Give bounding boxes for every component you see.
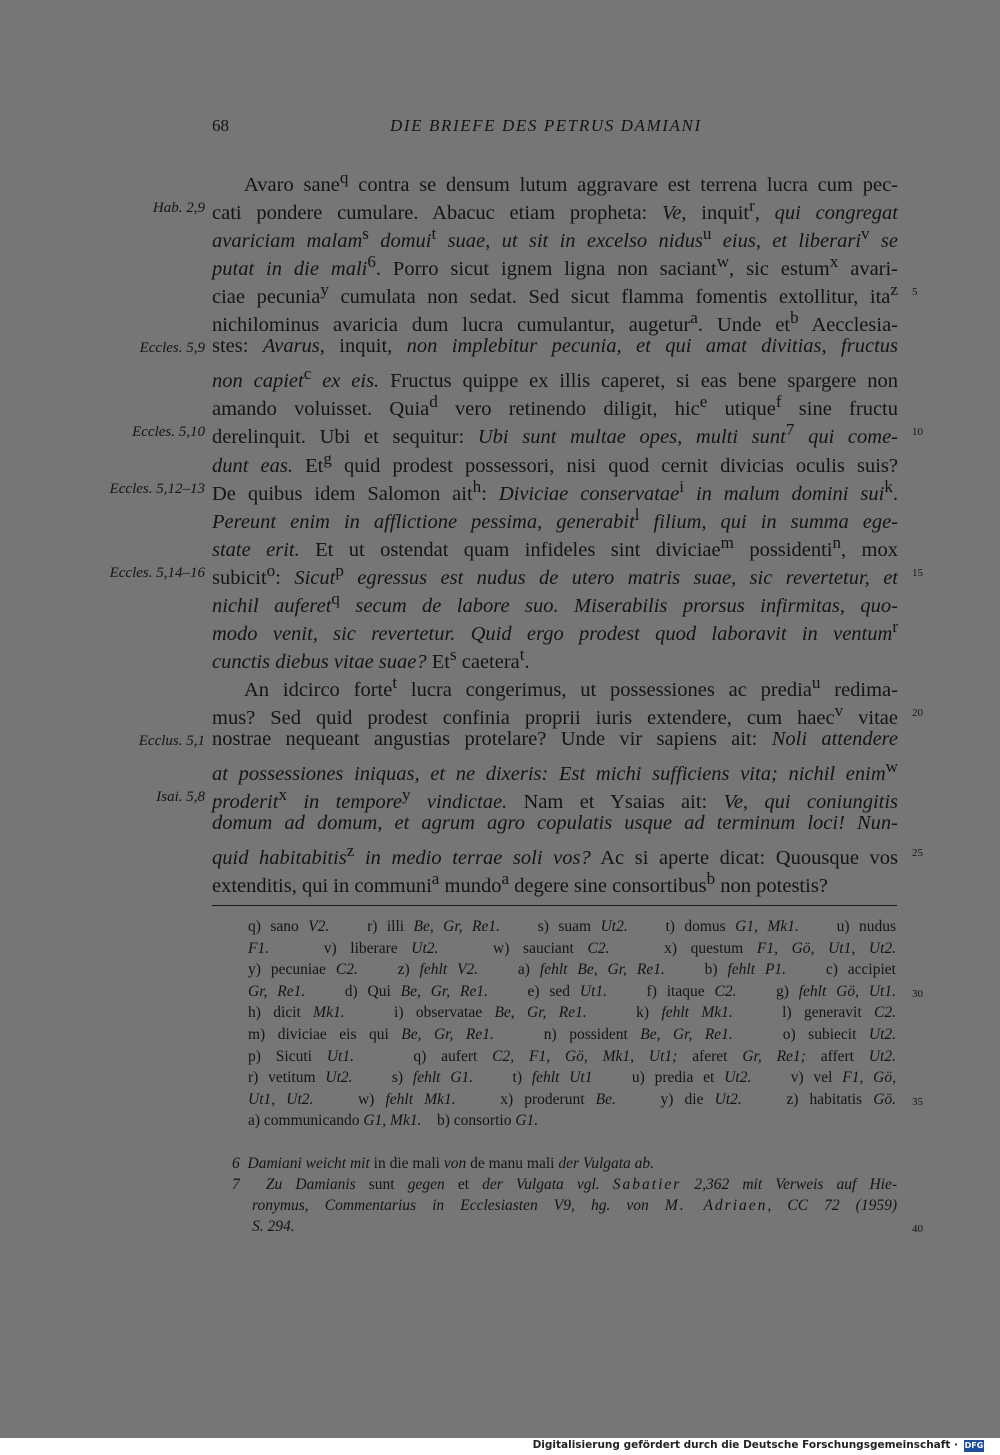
text-line: extenditis, qui in communi$^a$ mundo$^a$ degere sine consortibus$^b$ non potestis? xyxy=(212,869,828,898)
text-line: avariciam malam$^s$ domui$^t$ suae, ut sit in excelso nidus$^u$ eius, et liberari$^v$ se xyxy=(212,224,898,252)
page-number: 68 xyxy=(212,116,229,135)
text-line: De quibus idem Salomon ait$^h$: Diviciae conservatae$^i$ in malum domini sui$^k$. xyxy=(212,476,899,505)
apparatus-line: a) communicando G1, Mk1. b) consortio G1. xyxy=(248,1112,539,1130)
footnote-line: 6 Damiani weicht mit in die mali von de manu mali der Vulgata ab. xyxy=(232,1155,655,1172)
line-number: 40 xyxy=(912,1222,923,1235)
apparatus-line: m) diviciae eis qui Be, Gr, Re1. n) possident Be, Gr, Re1. o) subiecit Ut2. xyxy=(248,1026,897,1043)
apparatus-line: h) dicit Mk1. i) observatae Be, Gr, Re1. k) fehlt Mk1. l) generavit C2. xyxy=(248,1004,896,1022)
text-line: quid habitabitis$^z$ in medio terrae soli vos? Ac si aperte dicat: Quousque vos xyxy=(212,841,899,870)
apparatus-line: F1. v) liberare Ut2. w) sauciant C2. x) questum F1, Gö, Ut1, Ut2. xyxy=(248,939,896,957)
apparatus-line: Gr, Re1. d) Qui Be, Gr, Re1. e) sed Ut1. f) itaque C2. g) fehlt Gö, Ut1. xyxy=(248,982,896,1000)
text-line: putat in die mali$^6$. Porro sicut ignem ligna non saciant$^w$, sic estum$^x$ avari- xyxy=(212,252,899,280)
margin-reference: Hab. 2,9 xyxy=(152,200,205,217)
text-line: dunt eas. Et$^g$ quid prodest possessori, nisi quod cernit divicias oculis suis? xyxy=(212,448,898,477)
text-line: Pereunt enim in afflictione pessima, generabit$^l$ filium, qui in summa ege- xyxy=(212,504,899,533)
running-title: DIE BRIEFE DES PETRUS DAMIANI xyxy=(390,116,702,135)
margin-reference: Ecclus. 5,1 xyxy=(138,733,205,749)
line-number: 35 xyxy=(912,1095,923,1108)
text-line: derelinquit. Ubi et sequitur: Ubi sunt multae opes, multi sunt$^7$ qui come- xyxy=(212,420,898,449)
line-number: 10 xyxy=(912,426,923,439)
text-line: subicit$^o$: Sicut$^p$ egressus est nudus de utero matris suae, sic revertetur, et xyxy=(212,560,898,589)
line-number: 5 xyxy=(912,286,918,299)
text-line: modo venit, sic revertetur. Quid ergo prodest quod laboravit in ventum$^r$ xyxy=(212,616,898,645)
margin-reference: Eccles. 5,9 xyxy=(139,340,205,357)
margin-reference: Eccles. 5,12–13 xyxy=(109,480,205,497)
line-number: 30 xyxy=(912,987,923,1000)
footnote-separator xyxy=(212,905,897,906)
line-number: 15 xyxy=(912,566,923,579)
text-line: stes: Avarus, inquit, non implebitur pecunia, et qui amat divitias, fructus xyxy=(212,335,898,358)
text-line: proderit$^x$ in tempore$^y$ vindictae. Nam et Ysaias ait: Ve, qui coniungitis xyxy=(212,785,899,813)
footnote-line: ronymus, Commentarius in Ecclesiasten V9, hg. von M. Adriaen, CC 72 (1959) xyxy=(252,1197,898,1214)
text-line: mus? Sed quid prodest confinia proprii iuris extendere, cum haec$^v$ vitae xyxy=(212,700,899,729)
text-line: nostrae nequeant angustias protelare? Unde vir sapiens ait: Noli attendere xyxy=(212,728,898,750)
text-line: cati pondere cumulare. Abacuc etiam propheta: Ve, inquit$^r$, qui congregat xyxy=(212,196,898,224)
apparatus-line: y) pecuniae C2. z) fehlt V2. a) fehlt Be, Gr, Re1. b) fehlt P1. c) accipiet xyxy=(248,961,896,979)
line-number: 20 xyxy=(912,706,923,719)
margin-reference: Eccles. 5,10 xyxy=(132,424,205,441)
apparatus-line: Ut1, Ut2. w) fehlt Mk1. x) proderunt Be. y) die Ut2. z) habitatis Gö. xyxy=(248,1090,897,1108)
footnote-line: S. 294. xyxy=(252,1218,295,1235)
text-line: state erit. Et ut ostendat quam infideles sint diviciae$^m$ possidenti$^n$, mox xyxy=(212,532,898,561)
text-line: cunctis diebus vitae suae? Et$^s$ caetera$^t$. xyxy=(212,644,530,673)
apparatus-line: p) Sicuti Ut1. q) aufert C2, F1, Gö, Mk1, Ut1; aferet Gr, Re1; affert Ut2. xyxy=(248,1047,896,1065)
apparatus-line: r) vetitum Ut2. s) fehlt G1. t) fehlt Ut1 u) predia et Ut2. v) vel F1, Gö, xyxy=(248,1069,897,1087)
text-line: nichilominus avaricia dum lucra cumulantur, augetur$^a$. Unde $et^b$ Aecclesia- xyxy=(212,308,898,337)
text-line: Avaro sane$^q$ contra se densum lutum aggravare est terrena lucra cum pec- xyxy=(244,168,898,196)
text-line: at possessiones iniquas, et ne dixeris: Est michi sufficiens vita; nichil enim$^w$ xyxy=(212,757,898,785)
margin-reference: Eccles. 5,14–16 xyxy=(109,564,205,581)
margin-reference: Isai. 5,8 xyxy=(156,789,205,806)
line-number: 25 xyxy=(912,847,923,860)
footnote-line: 7 Zu Damianis sunt gegen et der Vulgata vgl. Sabatier 2,362 mit Verweis auf Hie- xyxy=(232,1176,897,1193)
text-line: nichil auferet$^q$ secum de labore suo. Miserabilis prorsus infirmitas, quo- xyxy=(212,588,898,617)
dfg-logo-icon: DFG xyxy=(964,1441,984,1450)
apparatus-line: q) sano V2. r) illi Be, Gr, Re1. s) suam Ut2. t) domus G1, Mk1. u) nudus xyxy=(248,918,896,935)
text-line: amando voluisset. Quia$^d$ vero retinendo diligit, hic$^e$ utique$^f$ sine fructu xyxy=(212,392,898,421)
text-line: non capiet$^c$ ex eis. Fructus quippe ex illis caperet, si eas bene spargere non xyxy=(212,364,898,393)
text-line: domum ad domum, et agrum agro copulatis usque ad terminum loci! Nun- xyxy=(212,812,898,835)
text-line: ciae pecunia$^y$ cumulata non sedat. Sed sicut flamma fomentis extollitur, ita$^z$ xyxy=(212,280,898,309)
text-line: An idcirco forte$^t$ lucra congerimus, ut possessiones ac predia$^u$ redima- xyxy=(244,672,898,701)
digitization-credit: Digitalisierung gefördert durch die Deutsche Forschungsgemeinschaft · xyxy=(532,1439,958,1451)
